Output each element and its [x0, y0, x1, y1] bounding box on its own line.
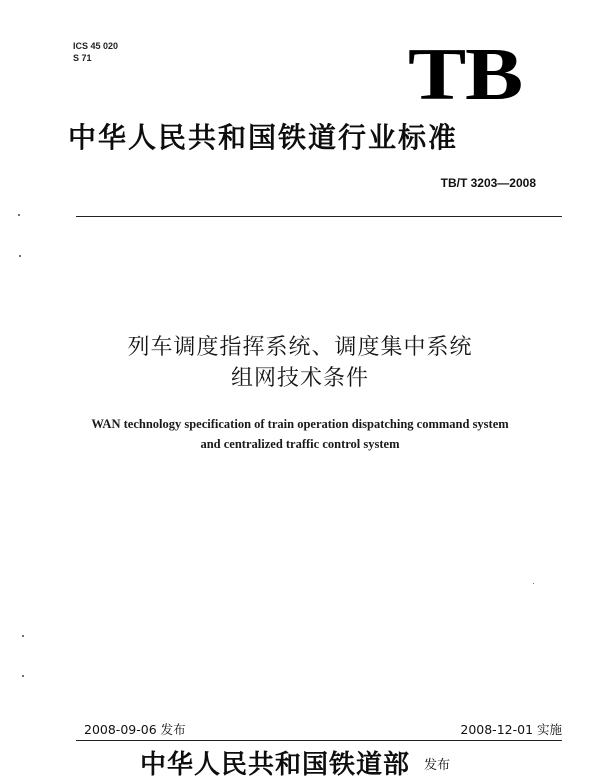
implement-date: 2008-12-01 实施 [460, 722, 562, 737]
document-title-en-line2: and centralized traffic control system [200, 437, 400, 451]
issuer-suffix: 发布 [424, 758, 451, 773]
classification-codes [73, 40, 118, 64]
publish-date: 2008-09-06 发布 [84, 722, 186, 737]
tb-logo: TB [408, 34, 523, 116]
document-title-en-line1: WAN technology specification of train operation dispatching command system [91, 417, 509, 431]
ccs-code: S 71 [73, 53, 92, 63]
scan-speck [18, 214, 20, 216]
document-title-zh-line1: 列车调度指挥系统、调度集中系统 [127, 335, 473, 360]
scan-speck [533, 583, 534, 584]
header-divider [76, 216, 562, 217]
document-title-zh-line2: 组网技术条件 [230, 366, 369, 391]
standard-name: 中华人民共和国铁道行业标准 [68, 121, 459, 154]
scan-speck [22, 675, 24, 677]
standard-number: TB/T 3203—2008 [440, 176, 536, 190]
scan-speck [19, 255, 21, 257]
ics-code: ICS 45 020 [73, 41, 119, 51]
scan-speck [22, 635, 24, 637]
footer-divider [76, 740, 562, 741]
issuer-name: 中华人民共和国铁道部 [140, 750, 411, 780]
issuer [140, 748, 450, 783]
